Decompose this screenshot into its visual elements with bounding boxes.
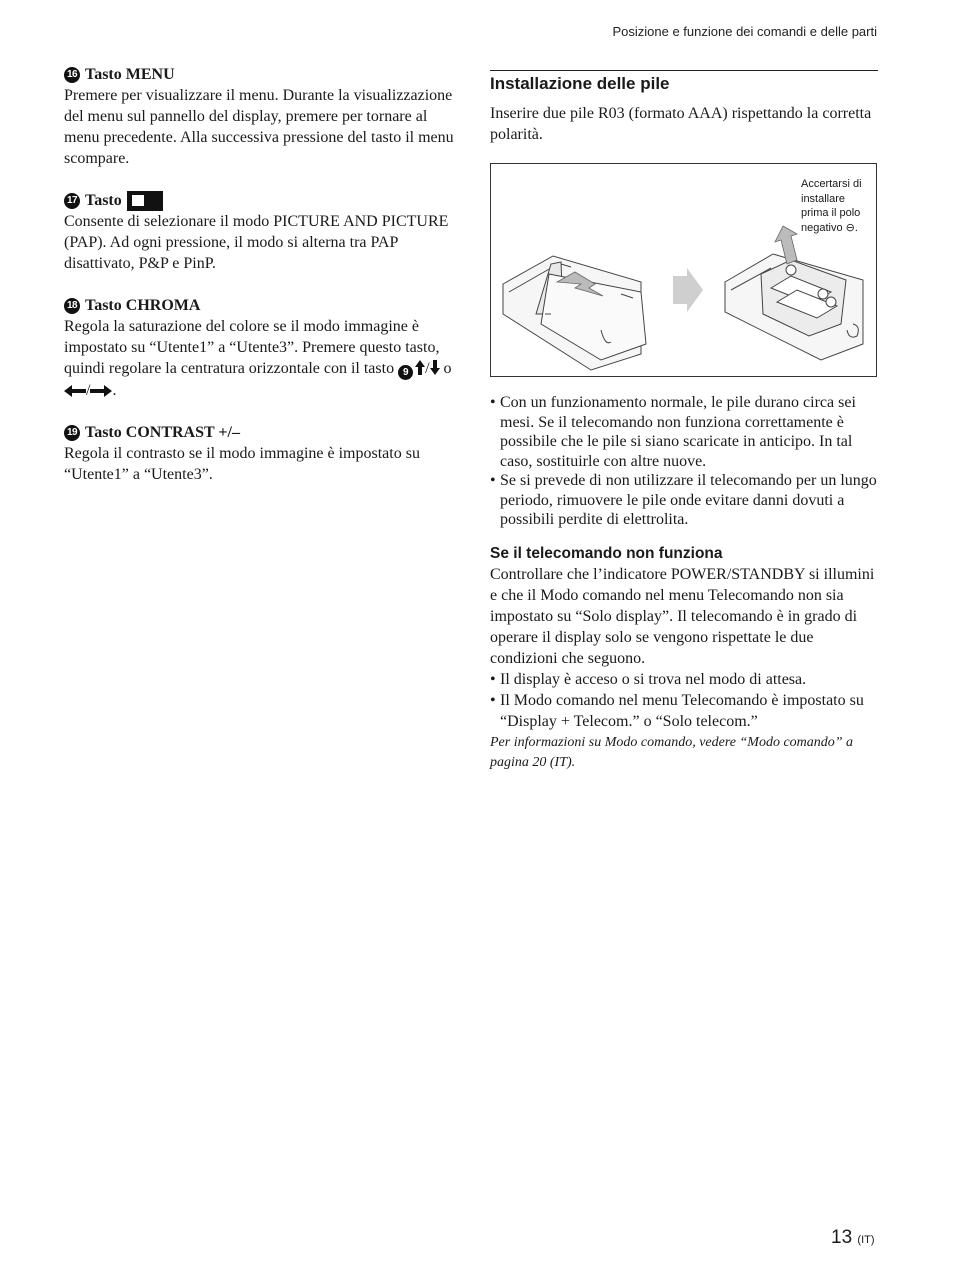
- section-title: Installazione delle pile: [490, 74, 670, 93]
- number-badge: 17: [64, 193, 80, 209]
- page-number-value: 13: [831, 1227, 853, 1248]
- figure-callout: Accertarsi di installare prima il polo negativo ⊖.: [801, 178, 862, 234]
- number-badge: 16: [64, 67, 80, 83]
- subsection-title: Se il telecomando non funziona: [490, 544, 723, 562]
- pap-icon: [127, 191, 163, 211]
- item-title-text: Tasto CHROMA: [85, 297, 201, 314]
- item-title: [64, 64, 456, 85]
- or-text: o: [443, 360, 452, 377]
- item-title: [64, 422, 456, 443]
- list-item: • Il Modo comando nel menu Telecomando è impostato su “Display + Telecom.” o “Solo telecom.”: [490, 690, 878, 732]
- list-item: • Con un funzionamento normale, le pile durano circa sei mesi. Se il telecomando non funziona correttamente è possibile che le pile si siano scaricate in anticipo. In tal caso, sostituirle con altre nuove.: [490, 393, 878, 471]
- arrow-left-icon: [64, 385, 86, 397]
- sentence-end: .: [112, 382, 117, 399]
- conditions-list: [490, 669, 878, 732]
- item-pap-button: [64, 190, 456, 274]
- page-number: [831, 1227, 875, 1249]
- troubleshooting-paragraph: Controllare che l’indicatore POWER/STANDBY si illumini e che il Modo comando nel menu Telecomando non sia impostato su “Solo display”. Il telecomando è in grado di operare il display solo se vengono rispettate le due condizioni che seguono.: [490, 565, 875, 667]
- arrow-up-icon: [415, 360, 425, 375]
- running-header: Posizione e funzione dei comandi e delle parti: [612, 24, 877, 39]
- left-column: [64, 64, 456, 506]
- item-menu-button: [64, 64, 456, 169]
- item-description-text: Regola la saturazione del colore se il modo immagine è impostato su “Utente1” a “Utente3”. Premere questo tasto, quindi regolare la centratura orizzontale con il tasto: [64, 318, 440, 377]
- item-contrast-button: [64, 422, 456, 485]
- battery-installation-figure: [490, 163, 877, 377]
- battery-notes-list: [490, 393, 878, 530]
- slash-separator: /: [425, 360, 430, 377]
- item-title-text: Tasto CONTRAST +/–: [85, 424, 240, 441]
- item-title: [64, 190, 456, 211]
- reference-note: Per informazioni su Modo comando, vedere “Modo comando” a pagina 20 (IT).: [490, 734, 854, 770]
- list-item: • Il display è acceso o si trova nel modo di attesa.: [490, 669, 878, 690]
- arrow-right-icon: [90, 385, 112, 397]
- intro-paragraph: Inserire due pile R03 (formato AAA) rispettando la corretta polarità.: [490, 105, 872, 143]
- slash-separator: /: [86, 382, 91, 399]
- section-rule: [490, 70, 878, 71]
- item-description: [64, 316, 456, 401]
- number-badge: 18: [64, 298, 80, 314]
- next-step-arrow-icon: [673, 268, 703, 312]
- item-title-text: Tasto MENU: [85, 66, 175, 83]
- item-title: [64, 295, 456, 316]
- item-description: Premere per visualizzare il menu. Durante la visualizzazione del menu sul pannello del display, premere per tornare al menu precedente. Alla successiva pressione del tasto il menu scompare.: [64, 87, 454, 167]
- item-description: Regola il contrasto se il modo immagine è impostato su “Utente1” a “Utente3”.: [64, 445, 420, 483]
- number-badge: 19: [64, 425, 80, 441]
- language-code: (IT): [857, 1234, 875, 1246]
- remote-battery-illustration: [725, 254, 863, 360]
- reference-number-badge: 9: [398, 365, 413, 380]
- arrow-down-icon: [430, 360, 440, 375]
- item-title-text: Tasto: [85, 192, 122, 209]
- right-column: [490, 64, 878, 773]
- item-description: Consente di selezionare il modo PICTURE AND PICTURE (PAP). Ad ogni pressione, il modo si alterna tra PAP disattivato, P&P e PinP.: [64, 213, 449, 272]
- list-item: • Se si prevede di non utilizzare il telecomando per un lungo periodo, rimuovere le pile onde evitare danni dovuti a possibili perdite di elettrolita.: [490, 471, 878, 530]
- item-chroma-button: [64, 295, 456, 401]
